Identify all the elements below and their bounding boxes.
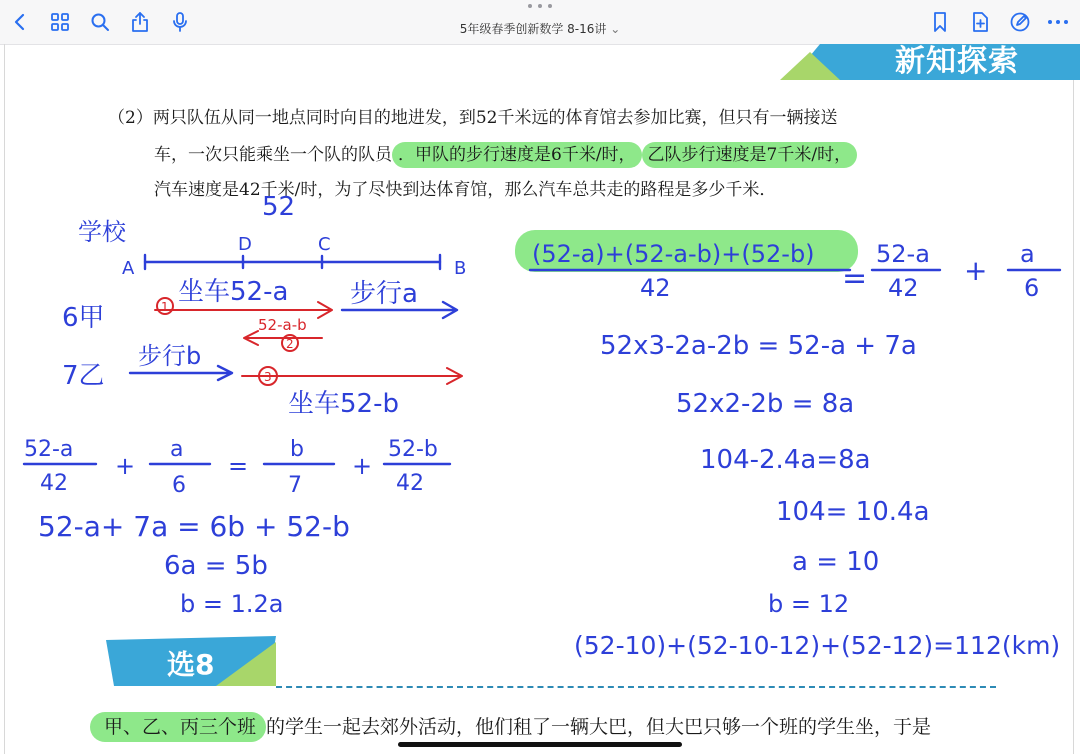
left-plus-2: + (352, 452, 373, 480)
right-step-4: 104= 10.4a (776, 497, 930, 527)
back-label: 52-a-b (258, 316, 307, 334)
right-step-5: a = 10 (792, 547, 880, 577)
next-problem-text: 甲、乙、丙三个班 的学生一起去郊外活动，他们租了一辆大巴，但大巴只够一个班的学生坐，于是 (90, 712, 931, 739)
highlight-speed-b: 乙队步行速度是7千米/时， (642, 142, 858, 168)
left-frac3-den: 7 (288, 473, 302, 498)
section-8-label: 选8 (167, 648, 215, 681)
left-frac2-num: a (170, 437, 184, 462)
right-step-2: 52x2-2b = 8a (676, 389, 855, 419)
problem-line-1: （2）两只队伍从同一地点同时向目的地进发，到52千米远的体育馆去参加比赛，但只有一辆接送 (108, 108, 838, 128)
right-step-3: 104-2.4a=8a (700, 445, 871, 475)
point-b: B (454, 258, 467, 279)
mark-3: 3 (264, 370, 272, 384)
point-d: D (238, 234, 252, 255)
right-fracb-den: 6 (1024, 274, 1040, 302)
mark-2: 2 (286, 337, 294, 351)
right-step-7: (52-10)+(52-10-12)+(52-12)=112(km) (574, 631, 1061, 660)
left-plus-1: + (115, 452, 136, 480)
home-indicator[interactable] (398, 742, 682, 747)
left-frac3-num: b (290, 437, 304, 462)
point-a: A (122, 258, 135, 279)
left-frac2-den: 6 (172, 473, 186, 498)
right-plus: + (964, 254, 988, 287)
right-step-1: 52x3-2a-2b = 52-a + 7a (600, 331, 917, 361)
mark-1: 1 (161, 300, 169, 314)
school-label: 学校 (78, 218, 126, 246)
highlight-speed-a: ．甲队的步行速度是6千米/时， (392, 142, 642, 168)
document-title[interactable]: 5年级春季创新数学 8-16讲 ⌄ (459, 22, 621, 36)
team-b-label: 7乙 (62, 361, 105, 391)
ride1-label: 坐车52-a (178, 277, 289, 307)
point-c: C (318, 234, 331, 255)
walk-b-label: 步行b (138, 342, 202, 370)
section-divider (276, 686, 996, 688)
left-frac4-num: 52-b (388, 437, 438, 462)
problem-number: （2） (108, 108, 153, 128)
distance-label: 52 (262, 192, 296, 222)
right-step-6: b = 12 (768, 590, 850, 618)
highlight-classes: 甲、乙、丙三个班 (90, 712, 266, 742)
left-frac4-den: 42 (396, 471, 424, 496)
right-fraca-den: 42 (888, 274, 919, 302)
problem-line-2: 车，一次只能乘坐一个队的队员 ．甲队的步行速度是6千米/时， 乙队步行速度是7千米/时， (154, 140, 857, 165)
banner-title: 新知探索 (895, 44, 1019, 79)
right-fraca-num: 52-a (876, 240, 930, 268)
problem-line-3: 汽车速度是42千米/时，为了尽快到达体育馆，那么汽车总共走的路程是多少千米． (154, 180, 777, 200)
right-hl-num: (52-a)+(52-a-b)+(52-b) (532, 240, 815, 268)
left-step-1: 52-a+ 7a = 6b + 52-b (38, 510, 350, 543)
left-step-3: b = 1.2a (180, 590, 284, 618)
left-frac1-den: 42 (40, 471, 68, 496)
left-frac1-num: 52-a (24, 437, 74, 462)
team-a-label: 6甲 (62, 303, 105, 333)
left-eq: = (228, 452, 249, 480)
walk-a-label: 步行a (350, 279, 418, 309)
right-eq: = (842, 261, 868, 296)
right-hl-den: 42 (640, 274, 671, 302)
right-fracb-num: a (1020, 240, 1035, 268)
ride2-label: 坐车52-b (288, 389, 399, 419)
left-step-2: 6a = 5b (164, 551, 268, 581)
